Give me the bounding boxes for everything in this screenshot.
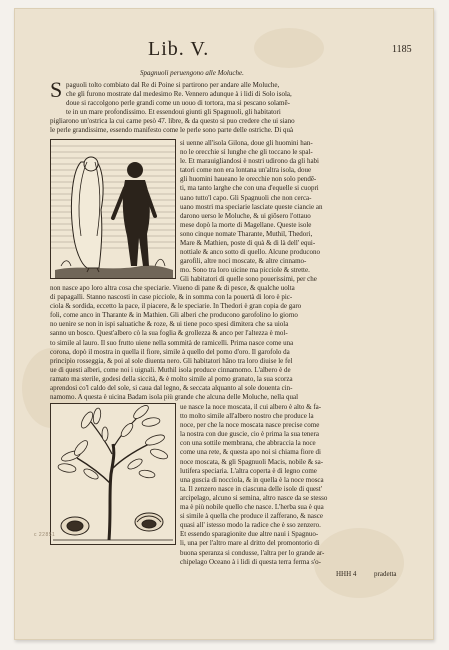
paper-stain (254, 28, 324, 68)
text-line: tto molto simile all'albero nostro che produce la (180, 412, 314, 421)
text-line: le perle grandissime, essendo manifesto come le perle sono parte delle ostriche. Di quà (50, 126, 294, 135)
text-line: chipelago Oceano à i lidi di questa terra ferma s'o- (180, 557, 322, 566)
text-line: lutifera speciaria. L'altra coperta è di legno come (180, 466, 317, 475)
text-line: gli huomini haueano le orecchie non solo pendē- (180, 175, 317, 184)
text-line: namomo. A questa è uicina Badam isola più grande che alcuna delle Moluche, nella qual (50, 393, 299, 402)
top-text-block (66, 81, 402, 117)
text-line: aprendosi co'l caldo del sole, si caua dal legno, & seccata alquanto al sole douenta cin- (50, 384, 293, 393)
text-line: te in un mare profondissimo. Et essendoui giunti gli Spagnuoli, gli habitatori (66, 108, 281, 117)
text-line: si simile à quella che produce il zafferano, & nasce (180, 512, 323, 521)
text-line: pigliarono un'ostrica la cui carne pesò 47. libre, & da questo si puo credere che ui siano (50, 117, 295, 125)
library-stamp: c 22851 (34, 532, 56, 538)
text-line: non nasce apo loro altra cosa che speciarie. Viueno di pane & di pesce, & qualche uolta (50, 284, 295, 292)
woodcut-nutmeg-tree (50, 403, 176, 545)
woodcut-two-figures (50, 139, 176, 279)
text-line: foli, come anco in Tharante & in Mathien. Gli alberi che producono garofolino lo giorno (50, 311, 298, 320)
text-line: arcipelago, alcuno si semina, altro nasce da se stesso (180, 493, 328, 502)
text-line: mo. Sono tra loro uicine ma picciole & strette. (180, 266, 310, 275)
text-line: buona speranza si condusse, l'altra per lo grande ar- (180, 548, 325, 557)
middle-text-block (50, 284, 402, 402)
page-number: 1185 (392, 44, 412, 55)
text-line: tatori come non era lontana un'altra isola, doue (180, 166, 312, 175)
text-line: uano mostri ma speciarie lasciate queste ciancie an (180, 202, 323, 211)
text-line: nottiale & anco sotto di quello. Alcune producono (180, 248, 320, 257)
text-line: con una sottile membrana, che abbraccia la noce (180, 439, 316, 448)
text-line: una guscia di nocciola, & in quella è la noce mosca (180, 475, 324, 484)
text-line: garofili, altre noci moscate, & altre cinnamo- (180, 257, 307, 266)
text-line: no uenire se non in ispi saluatiche & roze, & ui tiene poco spesi dimitera che sa uiola (50, 320, 289, 329)
text-line: noce moscata, & gli Spagnuoli Macis, nobile & sa- (180, 457, 324, 466)
text-line: darono uerso le Moluche, & ui giōsero l'ottauo (180, 211, 311, 220)
text-line: le. Et marauigliandosi è nostri udirono da gli habi (180, 157, 319, 166)
text-line: to simile al lauro. Il suo frutto uiene nella sommità de ramicelli. Prima nasce come una (50, 338, 294, 347)
text-line: come una rete, & questa apo noi si chiama fiore di (180, 448, 321, 457)
text-line: ta. Il zenzero nasce in ciascuna delle isole di quest' (180, 484, 322, 493)
right-lower-text (180, 403, 402, 567)
text-line: uano tutto'l capo. Gli Spagnuoli che non cerca- (180, 193, 312, 202)
text-line: si uenne all'isola Gilona, doue gli huomini han- (180, 139, 313, 147)
text-line: ramato ma sterile, godesi della siccità, & è molto simile al pomo granato, la sua scorza (50, 374, 293, 383)
text-line: Mare & Mathien, poste di quà & di là dell' equi- (180, 239, 316, 248)
text-line: li, una per l'altro mare al dritto del promontorio di (180, 539, 320, 548)
text-line: Et essendo sparagionite due altre naui i Spagnuo- (180, 530, 319, 539)
text-line: ue di questi alberi, come noi i uignali. Muthil isola produce cinnamomo. L'albero è de (50, 365, 291, 374)
text-line: ue nasce la noce moscata, il cui albero è alto & fa- (180, 403, 322, 411)
text-line: ti, ma tanto larghe che con una d'equelle si cuopri (180, 184, 319, 193)
text-line: no le orecchie sì lunghe che gli toccano le spal- (180, 148, 313, 157)
right-column-text (180, 139, 402, 285)
catchword: pradetta (374, 570, 397, 578)
text-line: noce, per che la noce moscata nasce precise come (180, 421, 320, 430)
text-line: quasi all' istesso modo la radice che è sso zenzero. (180, 521, 321, 530)
top-text-block-continued (50, 117, 402, 135)
text-line: sanno un bosco. Quest'albero cò la sua foglia & grollezza & anco per l'altezza è mol- (50, 329, 288, 338)
text-line: la nostra con due guscie, cio è prima la sua tenera (180, 430, 319, 439)
signature-mark: HHH 4 (336, 570, 357, 578)
text-line: corona, dopò il mostra in quella il fiore, simile à quello del pomo d'oro. Il garofolo da (50, 347, 290, 356)
text-line: sono cinque nomate Tharante, Muthil, Thedori, (180, 229, 313, 238)
running-head: Lib. V. (148, 38, 210, 60)
text-line: ma è più nobile quello che nasce. L'herba sua è qua (180, 503, 324, 512)
dropcap-initial: S (50, 77, 63, 102)
text-line: che gli furono mostrate dal medesimo Re. Vennero adunque à i lidi di Solo isola, (66, 90, 292, 99)
text-line: doue si raccolgono perle grandi come un uouo di tortora, ma si pescano solamē- (66, 99, 290, 108)
text-line: paguoli tolto combiato dal Re di Poine si partirono per andare alle Moluche, (66, 81, 280, 89)
text-line: ciola & sordida, eccetto la pace, il piacere, & le speciarie. In Thedori è gran copia de garo (50, 302, 302, 311)
text-line: principio rosseggia, & poi al sole diuenta nero. Gli habitatori hāno tra loro diuise le fel (50, 356, 293, 365)
page-subtitle: Spagnuoli peruengono alle Moluche. (140, 69, 244, 77)
text-line: Gli habitatori di quelle sono pouerissimi, per che (180, 275, 317, 284)
text-line: di papagalli. Stanno nascosti in case picciole, & in somma con la pouertà di loro è pic- (50, 293, 293, 302)
text-line: mese dopò la morte di Magellane. Queste isole (180, 220, 312, 229)
